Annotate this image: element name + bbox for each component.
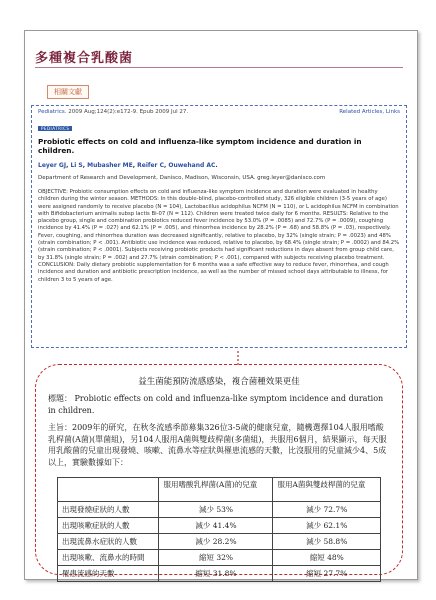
table-cell: 罹患流感的天數 xyxy=(58,565,159,581)
table-row xyxy=(58,533,381,549)
document-frame xyxy=(24,30,418,580)
author-link[interactable]: Li S xyxy=(70,162,83,169)
table-row xyxy=(58,565,381,581)
table-cell: 減少 58.8% xyxy=(273,533,381,549)
table-row xyxy=(58,501,381,517)
page-title: 多種複合乳酸菌 xyxy=(35,51,134,66)
related-articles-link[interactable]: Related Articles, Links xyxy=(339,109,400,115)
author-link[interactable]: Ouwehand AC xyxy=(168,162,216,169)
table-row xyxy=(58,517,381,533)
citation xyxy=(38,109,188,115)
title-divider xyxy=(35,67,403,68)
table-header-row xyxy=(58,477,381,501)
citation-details: 2009 Aug;124(2):e172-9. Epub 2009 Jul 27. xyxy=(66,109,189,115)
table-cell: 減少 53% xyxy=(159,501,273,517)
author-list: Leyer GJ, Li S, Mubasher ME, Reifer C, Ouwehand AC. xyxy=(38,162,218,169)
citation-row xyxy=(38,109,400,115)
dashed-connector xyxy=(235,351,241,365)
author-affiliation: Department of Research and Development, Danisco, Madison, Wisconsin, USA. greg.leyer@danisco.com xyxy=(38,175,326,181)
author-link[interactable]: Reifer C xyxy=(137,162,165,169)
table-cell: 縮短 31.8% xyxy=(159,565,273,581)
table-cell: 減少 28.2% xyxy=(159,533,273,549)
table-cell: 出現咳嗽症狀的人數 xyxy=(58,517,159,533)
table-cell: 縮短 32% xyxy=(159,549,273,565)
pubmed-article-excerpt xyxy=(31,105,407,348)
article-title: Probiotic effects on cold and influenza-like symptom incidence and duration in children. xyxy=(38,137,362,155)
table-cell: 出現咳嗽、流鼻水的時間 xyxy=(58,549,159,565)
journal-logo: PEDIATRICS xyxy=(38,126,72,131)
related-literature-tag: 相關文獻 xyxy=(47,85,89,99)
article-abstract: OBJECTIVE: Probiotic consumption effects on cold and influenza-like symptom incidence and duration were evaluated in healthy children during the winter season. METHODS: In this double-blind, placebo-controlled study, 326 eligible children (3-5 years of age) were assigned randomly to receive placebo (N = 104), Lactobacillus acidophilus NCFM (N = 110), or L acidophilus NCFM in combination with Bifidobacterium animalis subsp lactis Bi-07 (N = 112). Children were treated twice daily for 6 months. RESULTS: Relative to the placebo group, single and combination probiotics reduced fever incidence by 53.0% (P = .0085) and 72.7% (P = .0009), coughing incidence by 41.4% (P = .027) and 62.1% (P = .005), and rhinorrhea incidence by 28.2% (P = .68) and 58.8% (P = .03), respectively. Fever, coughing, and rhinorrhea duration was decreased significantly, relative to placebo, by 32% (single strain; P = .0023) and 48% (strain combination; P < .001). Antibiotic use incidence was reduced, relative to placebo, by 68.4% (single strain; P = .0002) and 84.2% (strain combination; P < .0001). Subjects receiving probiotic products had significant reductions in days absent from group child care, by 31.8% (single strain; P = .002) and 27.7% (strain combination; P < .001), compared with subjects receiving placebo treatment. CONCLUSION: Daily dietary probiotic supplementation for 6 months was a safe effective way to reduce fever, rhinorrhea, and cough incidence and duration and antibiotic prescription incidence, as well as the number of missed school days attributable to illness, for children 3 to 5 years of age. xyxy=(38,189,400,283)
table-cell: 縮短 27.7% xyxy=(273,565,381,581)
results-table xyxy=(57,477,381,582)
chinese-summary-box xyxy=(35,364,403,578)
table-cell: 減少 62.1% xyxy=(273,517,381,533)
table-cell: 減少 72.7% xyxy=(273,501,381,517)
journal-link[interactable]: Pediatrics. xyxy=(38,109,67,115)
summary-heading: 益生菌能預防流感感染，複合菌種效果更佳 xyxy=(138,377,300,387)
table-header-cell: 服用A菌與雙歧桿菌的兒童 xyxy=(273,477,381,501)
summary-title-line: 標題： Probiotic effects on cold and influenza-like symptom incidence and duration in children. xyxy=(48,394,384,415)
summary-body: 主旨：2009年的研究，在秋冬流感季節募集326位3-5歲的健康兒童，隨機選擇104人服用嗜酸乳桿菌(A菌)(單菌組)，另104人服用A菌與雙歧桿菌(多菌組)，共服用6個月，結果顯示，每天服用乳酸菌的兒童出現發燒、咳嗽、流鼻水等症狀與罹患流感的天數，比沒服用的兒童減少4、5成以上，實驗數據如下： xyxy=(48,423,387,467)
table-cell: 出現流鼻水症狀的人數 xyxy=(58,533,159,549)
table-cell: 縮短 48% xyxy=(273,549,381,565)
author-link[interactable]: Mubasher ME xyxy=(87,162,133,169)
table-cell: 減少 41.4% xyxy=(159,517,273,533)
table-header-cell: 服用嗜酸乳桿菌(A菌)的兒童 xyxy=(159,477,273,501)
author-link[interactable]: Leyer GJ xyxy=(38,162,67,169)
table-header-cell xyxy=(58,477,159,501)
table-row xyxy=(58,549,381,565)
table-cell: 出現發燒症狀的人數 xyxy=(58,501,159,517)
